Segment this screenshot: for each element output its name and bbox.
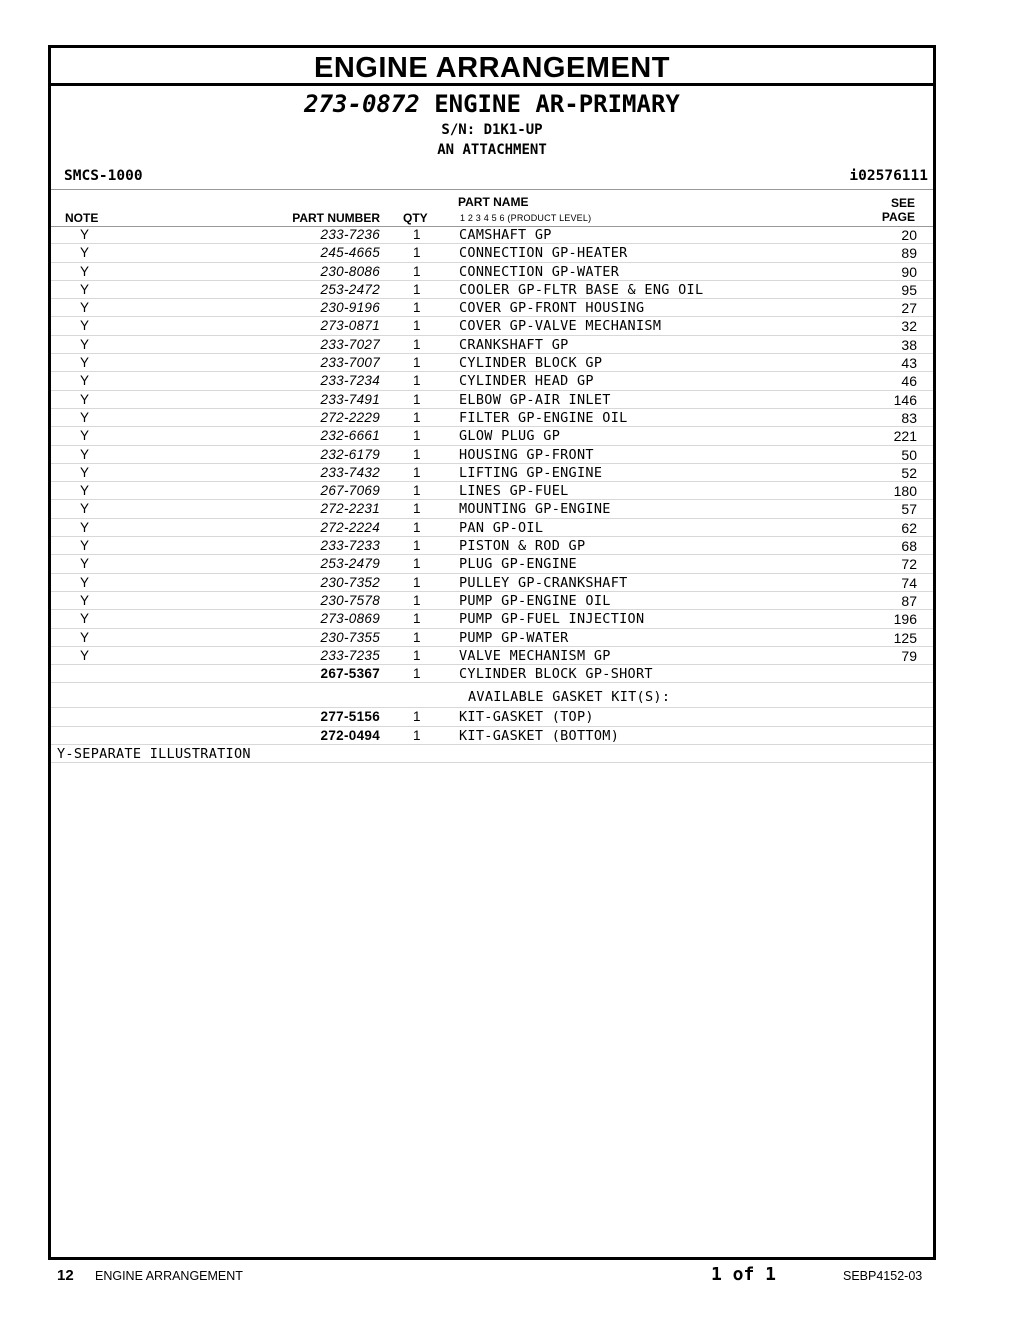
smcs-code: SMCS-1000 [64, 168, 143, 184]
row-see-page: 27 [901, 300, 917, 317]
row-part-name: FILTER GP-ENGINE OIL [459, 409, 628, 426]
row-part-number: 272-0494 [320, 727, 380, 743]
col-see: SEE [890, 196, 915, 210]
gasket-kit-heading: AVAILABLE GASKET KIT(S): [468, 689, 671, 706]
row-see-page: 79 [901, 647, 917, 664]
page-title: ENGINE ARRANGEMENT [314, 52, 670, 84]
row-part-number: 277-5156 [320, 709, 380, 725]
row-qty: 1 [413, 336, 421, 352]
row-note: Y [80, 300, 90, 316]
row-part-number: 272-2231 [320, 501, 380, 517]
col-part-number: PART NUMBER [292, 211, 380, 225]
row-qty: 1 [413, 318, 421, 334]
row-qty: 1 [413, 611, 421, 627]
table-row [51, 372, 933, 390]
group-subtitle: AN ATTACHMENT [437, 142, 547, 158]
row-see-page: 74 [901, 574, 917, 591]
row-part-name: PLUG GP-ENGINE [459, 556, 577, 573]
row-qty: 1 [413, 263, 421, 279]
row-qty: 1 [413, 446, 421, 462]
row-see-page: 90 [901, 263, 917, 280]
row-part-name: HOUSING GP-FRONT [459, 446, 594, 463]
row-part-number: 245-4665 [320, 245, 380, 261]
row-note: Y [80, 245, 90, 261]
row-part-number: 230-9196 [320, 300, 380, 316]
row-see-page: 43 [901, 355, 917, 372]
table-row [51, 281, 933, 299]
row-note: Y [80, 281, 90, 297]
row-part-name: COOLER GP-FLTR BASE & ENG OIL [459, 281, 704, 298]
row-part-number: 230-7355 [320, 629, 380, 645]
row-qty: 1 [413, 409, 421, 425]
row-part-name: GLOW PLUG GP [459, 428, 561, 445]
row-part-number: 233-7432 [320, 464, 380, 480]
group-part-name: ENGINE AR-PRIMARY [434, 90, 680, 118]
footnote: Y-SEPARATE ILLUSTRATION [57, 746, 251, 763]
table-row [51, 391, 933, 409]
row-part-name: PUMP GP-WATER [459, 629, 569, 646]
table-row [51, 519, 933, 537]
info-id: i02576111 [849, 168, 928, 184]
row-see-page: 38 [901, 336, 917, 353]
row-part-name: CYLINDER HEAD GP [459, 373, 594, 390]
row-note: Y [80, 391, 90, 407]
table-row [51, 354, 933, 372]
table-row [51, 299, 933, 317]
row-qty: 1 [413, 391, 421, 407]
row-see-page: 68 [901, 538, 917, 555]
row-note: Y [80, 519, 90, 535]
row-part-number: 233-7491 [320, 391, 380, 407]
row-part-number: 272-2224 [320, 519, 380, 535]
row-note: Y [80, 538, 90, 554]
row-part-name: KIT-GASKET (TOP) [459, 709, 594, 726]
row-part-name: COVER GP-FRONT HOUSING [459, 300, 645, 317]
row-part-number: 272-2229 [320, 409, 380, 425]
table-row [51, 727, 933, 745]
serial-number: S/N: D1K1-UP [441, 122, 543, 138]
col-qty: QTY [403, 211, 428, 225]
row-qty: 1 [413, 666, 421, 682]
row-part-number: 230-8086 [320, 263, 380, 279]
footer-doc-id: SEBP4152-03 [843, 1269, 923, 1283]
row-part-number: 233-7236 [320, 227, 380, 242]
table-row [51, 427, 933, 445]
row-note: Y [80, 483, 90, 499]
row-part-number: 273-0869 [320, 611, 380, 627]
row-qty: 1 [413, 709, 421, 725]
row-note: Y [80, 428, 90, 444]
footer-page-number: 12 [57, 1267, 74, 1284]
row-qty: 1 [413, 428, 421, 444]
table-row [51, 409, 933, 427]
row-note: Y [80, 227, 90, 242]
row-note: Y [80, 611, 90, 627]
row-part-name: CONNECTION GP-HEATER [459, 245, 628, 262]
row-qty: 1 [413, 483, 421, 499]
table-header [51, 189, 933, 227]
group-part-number: 273-0872 [304, 90, 420, 118]
row-part-name: MOUNTING GP-ENGINE [459, 501, 611, 518]
row-part-number: 230-7578 [320, 592, 380, 608]
row-note: Y [80, 556, 90, 572]
row-qty: 1 [413, 574, 421, 590]
row-note: Y [80, 501, 90, 517]
table-row [51, 665, 933, 683]
row-note: Y [80, 464, 90, 480]
row-see-page: 89 [901, 245, 917, 262]
row-see-page: 32 [901, 318, 917, 335]
group-header [51, 88, 933, 160]
row-note: Y [80, 574, 90, 590]
row-part-number: 273-0871 [320, 318, 380, 334]
row-qty: 1 [413, 647, 421, 663]
row-part-name: CYLINDER BLOCK GP [459, 355, 603, 372]
row-note: Y [80, 355, 90, 371]
row-see-page: 52 [901, 464, 917, 481]
table-row [51, 244, 933, 262]
row-qty: 1 [413, 727, 421, 743]
row-see-page: 20 [901, 227, 917, 243]
row-qty: 1 [413, 227, 421, 242]
row-see-page: 62 [901, 519, 917, 536]
gasket-kit-heading-row [51, 683, 933, 708]
row-part-number: 233-7007 [320, 355, 380, 371]
row-part-name: LIFTING GP-ENGINE [459, 464, 603, 481]
table-row [51, 592, 933, 610]
row-see-page: 125 [893, 629, 917, 646]
row-see-page: 50 [901, 446, 917, 463]
row-part-name: PISTON & ROD GP [459, 538, 586, 555]
table-row [51, 574, 933, 592]
col-see-page [882, 196, 915, 224]
row-see-page: 46 [901, 373, 917, 390]
table-row [51, 708, 933, 726]
row-note: Y [80, 446, 90, 462]
row-part-name: VALVE MECHANISM GP [459, 647, 611, 664]
row-qty: 1 [413, 373, 421, 389]
row-note: Y [80, 409, 90, 425]
row-part-name: PAN GP-OIL [459, 519, 544, 536]
row-qty: 1 [413, 245, 421, 261]
row-part-name: ELBOW GP-AIR INLET [459, 391, 611, 408]
page-footer [0, 1262, 1020, 1292]
table-row [51, 263, 933, 281]
col-product-level: 1 2 3 4 5 6 (PRODUCT LEVEL) [460, 213, 592, 223]
row-see-page: 72 [901, 556, 917, 573]
row-note: Y [80, 263, 90, 279]
table-row [51, 446, 933, 464]
table-row [51, 537, 933, 555]
row-part-name: CONNECTION GP-WATER [459, 263, 620, 280]
row-part-number: 230-7352 [320, 574, 380, 590]
table-row [51, 464, 933, 482]
row-part-number: 253-2472 [320, 281, 380, 297]
col-note: NOTE [65, 211, 99, 225]
row-part-number: 233-7233 [320, 538, 380, 554]
table-row [51, 482, 933, 500]
table-row [51, 610, 933, 628]
row-part-number: 253-2479 [320, 556, 380, 572]
row-note: Y [80, 629, 90, 645]
footer-section: ENGINE ARRANGEMENT [95, 1269, 243, 1283]
row-part-name: PUMP GP-FUEL INJECTION [459, 611, 645, 628]
footer-page-of: 1 of 1 [711, 1264, 777, 1285]
row-qty: 1 [413, 355, 421, 371]
row-part-name: COVER GP-VALVE MECHANISM [459, 318, 662, 335]
col-page: PAGE [881, 210, 915, 224]
row-note: Y [80, 318, 90, 334]
row-qty: 1 [413, 300, 421, 316]
row-part-name: CYLINDER BLOCK GP-SHORT [459, 666, 653, 683]
row-part-name: CAMSHAFT GP [459, 227, 552, 243]
row-see-page: 87 [901, 592, 917, 609]
row-qty: 1 [413, 464, 421, 480]
row-qty: 1 [413, 501, 421, 517]
row-see-page: 146 [893, 391, 917, 408]
row-part-name: KIT-GASKET (BOTTOM) [459, 727, 620, 744]
row-part-number: 232-6661 [320, 428, 380, 444]
table-row [51, 647, 933, 665]
document-frame [48, 45, 936, 1260]
footnote-row [51, 745, 933, 763]
table-row [51, 336, 933, 354]
title-bar [51, 48, 933, 86]
table-row [51, 500, 933, 518]
row-part-number: 267-7069 [320, 483, 380, 499]
row-note: Y [80, 592, 90, 608]
row-see-page: 221 [893, 428, 917, 445]
row-part-number: 233-7027 [320, 336, 380, 352]
row-part-name: PULLEY GP-CRANKSHAFT [459, 574, 628, 591]
row-note: Y [80, 336, 90, 352]
col-part-name: PART NAME [458, 195, 529, 209]
table-row [51, 555, 933, 573]
table-row [51, 226, 933, 244]
row-qty: 1 [413, 281, 421, 297]
row-note: Y [80, 373, 90, 389]
row-part-number: 232-6179 [320, 446, 380, 462]
row-see-page: 180 [893, 483, 917, 500]
row-qty: 1 [413, 556, 421, 572]
row-qty: 1 [413, 629, 421, 645]
row-part-number: 233-7235 [320, 647, 380, 663]
table-row [51, 629, 933, 647]
row-part-name: LINES GP-FUEL [459, 483, 569, 500]
row-qty: 1 [413, 538, 421, 554]
row-see-page: 196 [893, 611, 917, 628]
row-see-page: 57 [901, 501, 917, 518]
row-qty: 1 [413, 519, 421, 535]
row-part-name: CRANKSHAFT GP [459, 336, 569, 353]
table-row [51, 317, 933, 335]
row-part-number: 233-7234 [320, 373, 380, 389]
row-qty: 1 [413, 592, 421, 608]
row-part-name: PUMP GP-ENGINE OIL [459, 592, 611, 609]
row-see-page: 83 [901, 409, 917, 426]
row-note: Y [80, 647, 90, 663]
row-part-number: 267-5367 [320, 666, 380, 682]
row-see-page: 95 [901, 281, 917, 298]
parts-table [51, 226, 933, 763]
